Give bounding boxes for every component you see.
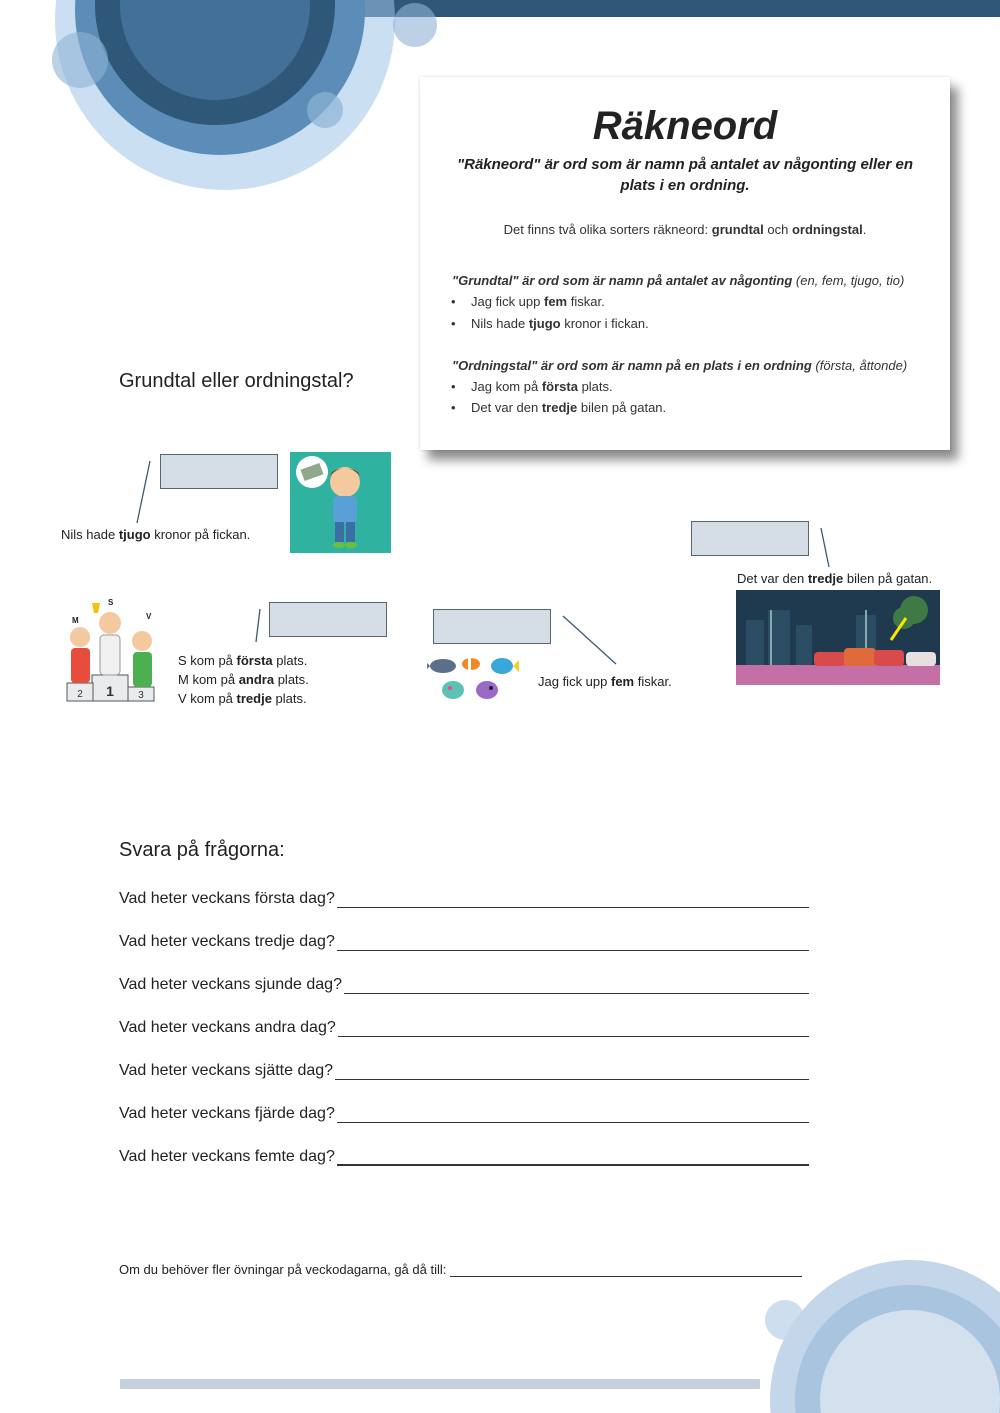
sentence-nils: Nils hade tjugo kronor på fickan. [61,527,251,542]
answer-line[interactable] [335,1061,809,1080]
grundtal-example-1: • Jag fick upp fem fiskar. [471,294,605,309]
crying-boy-illustration [290,452,391,553]
podium-number-2: 2 [77,689,83,700]
sentence-car: Det var den tredje bilen på gatan. [737,571,933,586]
answer-line[interactable] [338,1018,809,1037]
grundtal-definition: "Grundtal" är ord som är namn på antalet av någonting (en, fem, tjugo, tio) [452,273,905,288]
answer-line[interactable] [344,975,809,994]
answer-box-car[interactable] [691,521,809,556]
answer-box-nils[interactable] [160,454,278,489]
question-row [119,1056,809,1080]
fish-illustration [427,652,519,704]
podium-label-v: V [146,612,152,621]
question-row [119,1099,809,1123]
ordningstal-definition: "Ordningstal" är ord som är namn på en plats i en ordning (första, åttonde) [452,358,908,373]
podium-number-1: 1 [106,683,114,699]
question-label: Vad heter veckans femte dag? [119,1148,335,1165]
street-cars-illustration [736,590,940,685]
question-label: Vad heter veckans första dag? [119,890,335,907]
answer-line[interactable] [337,1104,809,1123]
answer-line[interactable] [337,932,809,951]
podium-label-m: M [72,616,79,625]
answer-line[interactable] [337,889,809,908]
question-label: Vad heter veckans tredje dag? [119,933,335,950]
question-row [119,927,809,951]
sentence-fish: Jag fick upp fem fiskar. [538,674,672,689]
exercise1-heading: Grundtal eller ordningstal? [119,370,354,392]
podium-line-1: S kom på första plats. [178,653,308,668]
podium-illustration [62,597,165,704]
connector-fish [0,0,1,1]
question-label: Vad heter veckans fjärde dag? [119,1105,335,1122]
question-row [119,1013,809,1037]
ordningstal-example-1: • Jag kom på första plats. [471,379,613,394]
card-title: Räkneord [592,104,778,148]
decorative-circle-bottom [730,1250,1000,1413]
podium-line-2: M kom på andra plats. [178,672,309,687]
podium-label-s: S [108,598,114,607]
answer-box-podium[interactable] [269,602,387,637]
grundtal-example-2: • Nils hade tjugo kronor i fickan. [471,316,649,331]
question-label: Vad heter veckans sjunde dag? [119,976,342,993]
podium-number-3: 3 [138,690,144,701]
decorative-circles-top [40,0,460,200]
podium-line-3: V kom på tredje plats. [178,691,307,706]
card-subtitle: "Räkneord" är ord som är namn på antalet av någonting eller en plats i en ordning. [457,156,913,194]
ordningstal-example-2: • Det var den tredje bilen på gatan. [471,400,666,415]
footer-text: Om du behöver fler övningar på veckodagarna, gå då till: [119,1262,447,1277]
exercise2-heading: Svara på frågorna: [119,839,285,861]
bottom-bar [120,1379,760,1389]
footer-row [119,1262,802,1277]
question-row [119,1142,809,1166]
info-card [420,77,950,450]
sentence-podium [178,651,309,708]
question-label: Vad heter veckans sjätte dag? [119,1062,334,1079]
question-row [119,884,809,908]
answer-box-fish[interactable] [433,609,551,644]
question-row [119,970,809,994]
answer-line[interactable] [337,1146,809,1166]
question-label: Vad heter veckans andra dag? [119,1019,336,1036]
card-intro: Det finns två olika sorters räkneord: grundtal och ordningstal. [503,222,867,237]
